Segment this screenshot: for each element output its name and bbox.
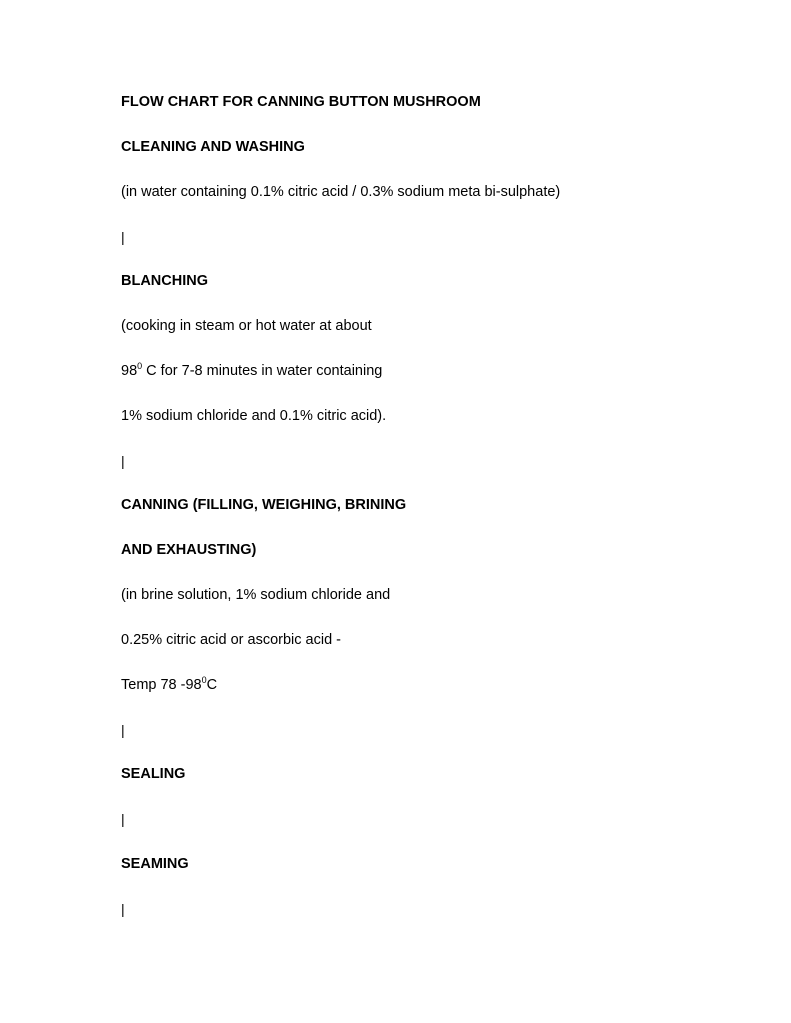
canning-temp-range: Temp 78 -98 bbox=[121, 677, 202, 693]
step-sealing-heading: SEALING bbox=[121, 766, 186, 782]
step-cleaning-heading: CLEANING AND WASHING bbox=[121, 139, 305, 155]
degree-superscript: 0 bbox=[137, 361, 143, 372]
step-canning-note-line2: 0.25% citric acid or ascorbic acid - bbox=[121, 632, 341, 648]
step-canning-note-line1: (in brine solution, 1% sodium chloride and bbox=[121, 587, 391, 603]
flow-connector-2: | bbox=[121, 453, 125, 469]
flow-connector-3: | bbox=[121, 722, 125, 738]
step-canning-temp bbox=[121, 676, 217, 694]
step-blanching-note-line3: 1% sodium chloride and 0.1% citric acid). bbox=[121, 408, 387, 424]
step-canning-heading-line2: AND EXHAUSTING) bbox=[121, 542, 257, 558]
step-blanching-heading: BLANCHING bbox=[121, 273, 208, 289]
step-canning-heading-line1: CANNING (FILLING, WEIGHING, BRINING bbox=[121, 497, 407, 513]
step-blanching-note-line2 bbox=[121, 362, 382, 380]
step-seaming-heading: SEAMING bbox=[121, 856, 189, 872]
degree-superscript: 0 bbox=[201, 675, 207, 686]
blanching-temp-text: C for 7-8 minutes in water containing bbox=[142, 363, 383, 379]
flow-connector-4: | bbox=[121, 811, 125, 827]
document-title: FLOW CHART FOR CANNING BUTTON MUSHROOM bbox=[121, 94, 481, 110]
canning-temp-unit: C bbox=[206, 677, 218, 693]
step-blanching-note-line1: (cooking in steam or hot water at about bbox=[121, 318, 372, 334]
step-cleaning-note: (in water containing 0.1% citric acid / 0.3% sodium meta bi-sulphate) bbox=[121, 184, 561, 200]
blanching-temp-value: 98 bbox=[121, 363, 138, 379]
flow-connector-5: | bbox=[121, 901, 125, 917]
flow-connector-1: | bbox=[121, 229, 125, 245]
